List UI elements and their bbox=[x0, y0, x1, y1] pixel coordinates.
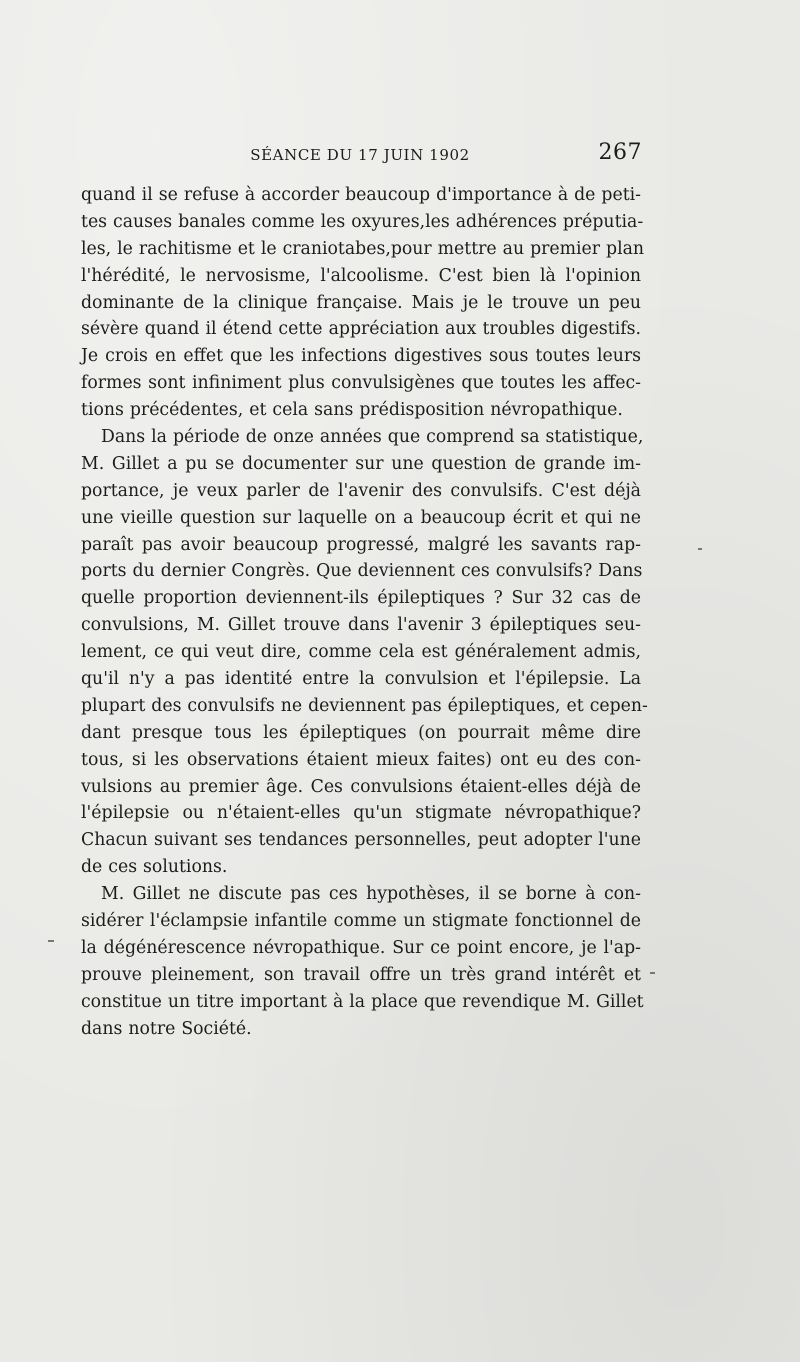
text-line: constitue un titre important à la place que revendique M. Gillet bbox=[81, 991, 644, 1012]
text-line: tions précédentes, et cela sans prédisposition névropathique. bbox=[81, 400, 623, 421]
text-line: formes sont infiniment plus convulsigènes que toutes les affec- bbox=[81, 373, 641, 394]
body-text bbox=[81, 182, 648, 1043]
text-line: lement, ce qui veut dire, comme cela est généralement admis, bbox=[81, 642, 641, 663]
page-header bbox=[80, 140, 640, 172]
text-line: M. Gillet ne discute pas ces hypothèses, il se borne à con- bbox=[101, 884, 641, 905]
text-line: l'hérédité, le nervosisme, l'alcoolisme. C'est bien là l'opinion bbox=[81, 265, 641, 286]
text-line: dans notre Société. bbox=[81, 1018, 252, 1039]
text-line: prouve pleinement, son travail offre un très grand intérêt et bbox=[81, 964, 641, 985]
text-line: vulsions au premier âge. Ces convulsions étaient-elles déjà de bbox=[81, 776, 641, 797]
text-line: paraît pas avoir beaucoup progressé, malgré les savants rap- bbox=[81, 534, 641, 555]
text-line: dominante de la clinique française. Mais je le trouve un peu bbox=[81, 292, 641, 313]
text-line: tous, si les observations étaient mieux faites) ont eu des con- bbox=[81, 749, 641, 770]
text-line: ports du dernier Congrès. Que deviennent ces convulsifs? Dans bbox=[81, 561, 643, 582]
text-line: M. Gillet a pu se documenter sur une question de grande im- bbox=[81, 453, 641, 474]
text-line: plupart des convulsifs ne deviennent pas épileptiques, et cepen- bbox=[81, 695, 648, 716]
text-line: sévère quand il étend cette appréciation aux troubles digestifs. bbox=[81, 319, 641, 340]
scan-speck bbox=[48, 940, 54, 942]
text-line: les, le rachitisme et le craniotabes,pour mettre au premier plan bbox=[81, 238, 645, 259]
text-line: sidérer l'éclampsie infantile comme un stigmate fonctionnel de bbox=[81, 911, 641, 932]
text-line: qu'il n'y a pas identité entre la convulsion et l'épilepsie. La bbox=[81, 669, 641, 690]
text-line: quand il se refuse à accorder beaucoup d'importance à de peti- bbox=[81, 185, 641, 205]
text-line: dant presque tous les épileptiques (on pourrait même dire bbox=[81, 722, 641, 743]
text-line: l'épilepsie ou n'étaient-elles qu'un stigmate névropathique? bbox=[81, 803, 641, 824]
running-head: SÉANCE DU 17 JUIN 1902 bbox=[250, 146, 470, 164]
text-line: quelle proportion deviennent-ils épileptiques ? Sur 32 cas de bbox=[81, 588, 641, 609]
text-line: une vieille question sur laquelle on a beaucoup écrit et qui ne bbox=[81, 507, 641, 528]
text-line: tes causes banales comme les oxyures,les adhérences préputia- bbox=[81, 211, 644, 232]
text-line: de ces solutions. bbox=[81, 857, 228, 878]
scan-speck bbox=[698, 548, 702, 550]
text-line: portance, je veux parler de l'avenir des convulsifs. C'est déjà bbox=[81, 480, 641, 501]
scan-speck bbox=[650, 972, 655, 974]
page-number: 267 bbox=[598, 140, 642, 165]
text-line: convulsions, M. Gillet trouve dans l'avenir 3 épileptiques seu- bbox=[81, 615, 641, 636]
text-line: Je crois en effet que les infections digestives sous toutes leurs bbox=[81, 346, 641, 367]
text-line: Dans la période de onze années que comprend sa statistique, bbox=[101, 427, 644, 448]
text-line: la dégénérescence névropathique. Sur ce point encore, je l'ap- bbox=[81, 937, 641, 958]
text-line: Chacun suivant ses tendances personnelles, peut adopter l'une bbox=[81, 830, 641, 851]
